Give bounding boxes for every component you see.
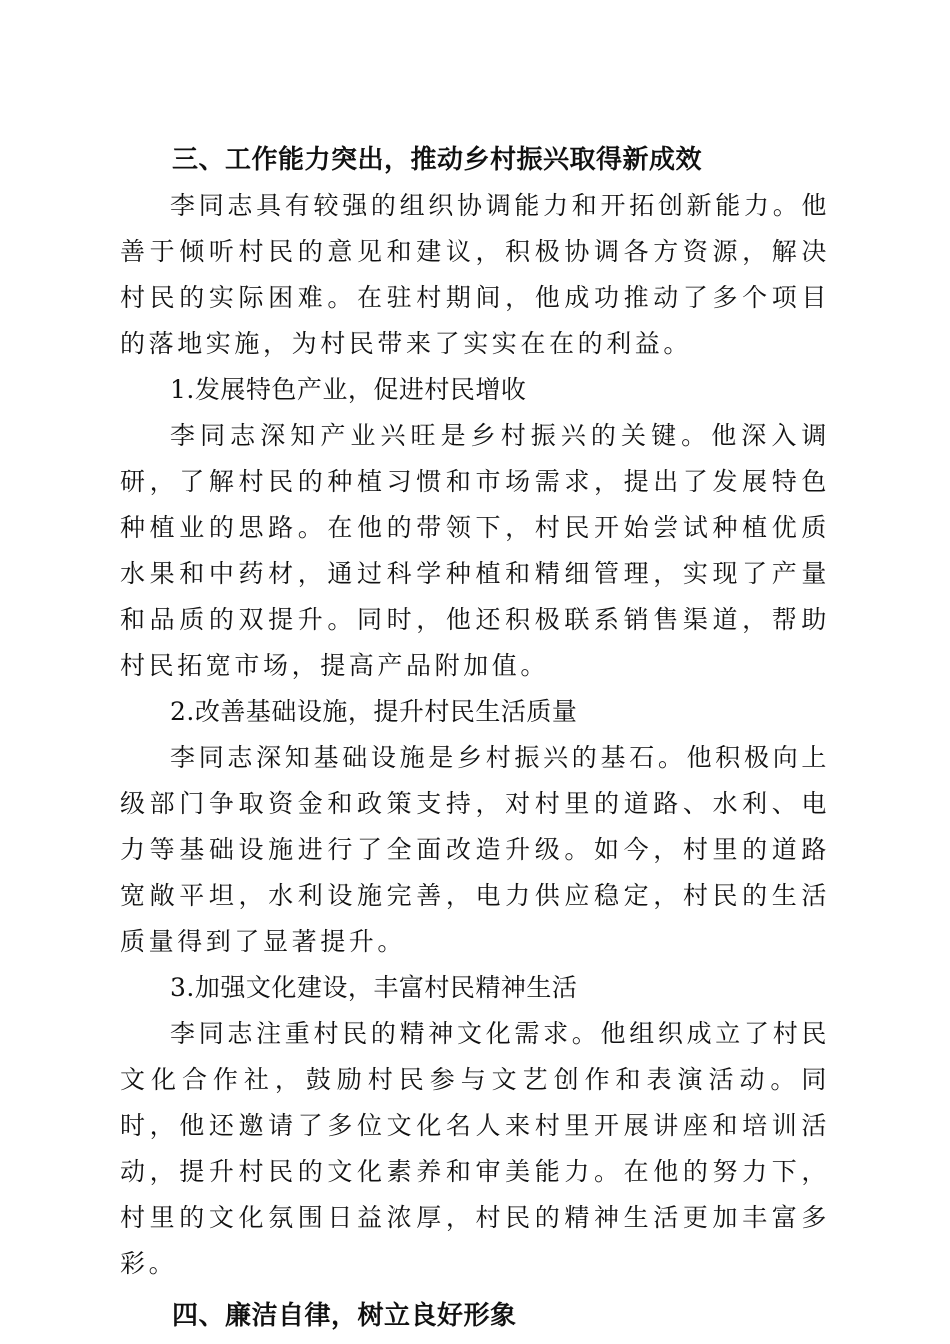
- item-2-paragraph: 李同志深知基础设施是乡村振兴的基石。他积极向上级部门争取资金和政策支持，对村里的道路、水利、电力等基础设施进行了全面改造升级。如今，村里的道路宽敞平坦，水利设施完善，电力供应稳定，村民的生活质量得到了显著提升。: [120, 743, 830, 956]
- item-2-title: 2.改善基础设施，提升村民生活质量: [170, 697, 578, 726]
- item-1-title: 1.发展特色产业，促进村民增收: [170, 375, 527, 404]
- section-3-intro-paragraph: 李同志具有较强的组织协调能力和开拓创新能力。他善于倾听村民的意见和建议，积极协调各方资源，解决村民的实际困难。在驻村期间，他成功推动了多个项目的落地实施，为村民带来了实实在在的利益。: [120, 191, 830, 358]
- document-body: [120, 137, 830, 1339]
- item-3-title: 3.加强文化建设，丰富村民精神生活: [170, 973, 578, 1002]
- item-1-paragraph: 李同志深知产业兴旺是乡村振兴的关键。他深入调研，了解村民的种植习惯和市场需求，提出了发展特色种植业的思路。在他的带领下，村民开始尝试种植优质水果和中药材，通过科学种植和精细管理，实现了产量和品质的双提升。同时，他还积极联系销售渠道，帮助村民拓宽市场，提高产品附加值。: [120, 421, 830, 680]
- section-3-heading: 三、工作能力突出，推动乡村振兴取得新成效: [172, 145, 703, 175]
- section-4-heading: 四、廉洁自律，树立良好形象: [172, 1301, 517, 1331]
- item-3-paragraph: 李同志注重村民的精神文化需求。他组织成立了村民文化合作社，鼓励村民参与文艺创作和表演活动。同时，他还邀请了多位文化名人来村里开展讲座和培训活动，提升村民的文化素养和审美能力。在他的努力下，村里的文化氛围日益浓厚，村民的精神生活更加丰富多彩。: [120, 1019, 830, 1278]
